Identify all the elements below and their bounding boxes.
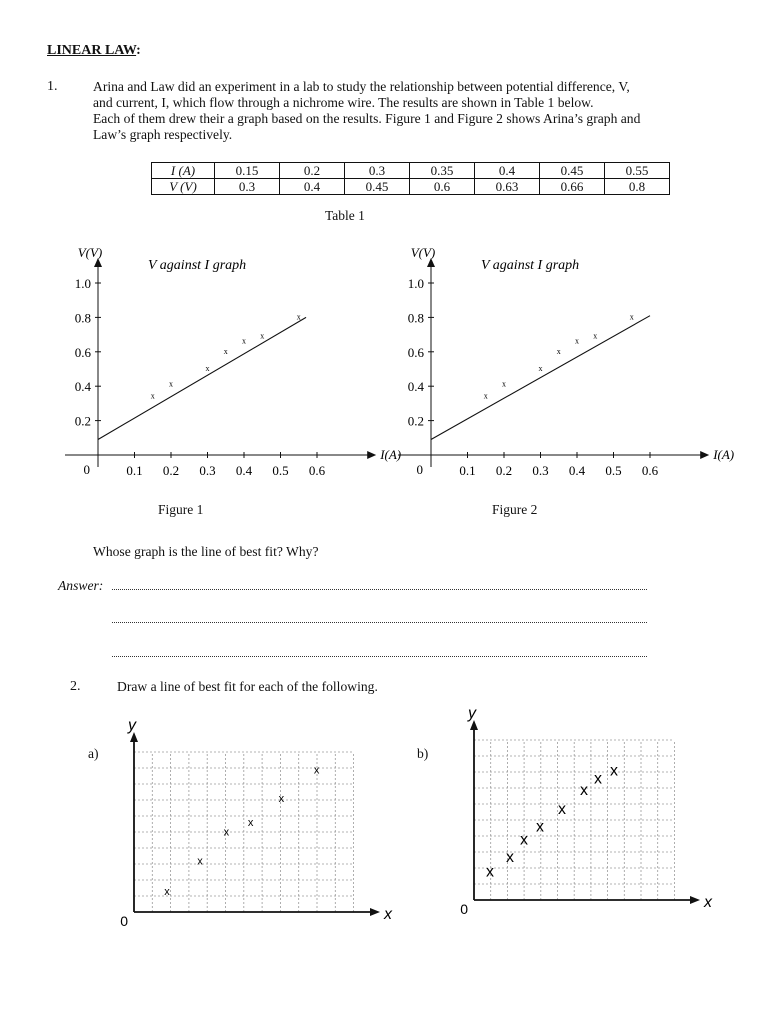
page-title: LINEAR LAW: — [47, 43, 141, 58]
y-tick-label: 0.4 — [407, 379, 424, 395]
x-tick-label: 0.1 — [126, 463, 143, 478]
x-tick-label: 0.6 — [308, 463, 326, 478]
best-fit-line — [98, 317, 306, 439]
table-row — [152, 179, 670, 195]
data-point: x — [486, 863, 494, 881]
question-2-number: 2. — [70, 679, 81, 694]
y-tick-label: 0.4 — [74, 379, 91, 395]
x-tick-label: 0.4 — [235, 463, 253, 478]
data-point: x — [223, 826, 230, 839]
data-point: x — [242, 336, 246, 346]
table-row — [152, 163, 670, 179]
table-caption: Table 1 — [325, 208, 365, 223]
y-tick-label: 0.8 — [74, 310, 91, 326]
x-tick-label: 0.5 — [605, 463, 622, 478]
table-cell: 0.4 — [475, 163, 540, 179]
question-1-line: and current, I, which flow through a nichrome wire. The results are shown in Table 1 below. — [93, 95, 594, 110]
origin-label: 0 — [460, 901, 468, 917]
row-header-voltage: V (V) — [152, 179, 215, 195]
table-cell: 0.4 — [280, 179, 345, 195]
answer-line[interactable] — [112, 589, 647, 590]
x-axis-arrow — [370, 908, 380, 916]
data-point: x — [580, 781, 588, 799]
table-cell: 0.45 — [345, 179, 410, 195]
question-1-prompt: Whose graph is the line of best fit? Why? — [93, 544, 319, 559]
origin-label: 0 — [120, 913, 128, 929]
table-cell: 0.15 — [215, 163, 280, 179]
answer-line[interactable] — [112, 622, 647, 623]
y-axis-label: V(V) — [410, 245, 436, 260]
data-point: x — [575, 336, 579, 346]
data-point: x — [150, 391, 155, 401]
table-cell: 0.2 — [280, 163, 345, 179]
y-axis-label: V(V) — [77, 245, 103, 260]
row-header-current: I (A) — [152, 163, 215, 179]
y-tick-label: 1.0 — [74, 276, 91, 291]
x-axis-arrow — [367, 451, 376, 459]
table-cell: 0.35 — [410, 163, 475, 179]
x-tick-label: 0.3 — [199, 463, 216, 478]
data-point: x — [610, 762, 618, 780]
question-1-number: 1. — [47, 79, 58, 94]
table-cell: 0.45 — [540, 163, 605, 179]
x-tick-label: 0.2 — [495, 463, 513, 478]
data-table — [151, 162, 670, 195]
table-cell: 0.8 — [605, 179, 670, 195]
data-point: x — [164, 885, 170, 898]
data-point: x — [313, 764, 320, 777]
data-point: x — [483, 391, 488, 401]
question-1-line: Arina and Law did an experiment in a lab to study the relationship between potential difference, V, — [93, 79, 630, 94]
figure-1-caption: Figure 1 — [158, 502, 204, 517]
y-tick-label: 0.2 — [74, 413, 91, 429]
x-tick-label: 0.2 — [162, 463, 180, 478]
data-point: x — [278, 793, 285, 806]
table-cell: 0.66 — [540, 179, 605, 195]
question-2-text: Draw a line of best fit for each of the following. — [117, 679, 378, 694]
x-axis-label: x — [704, 894, 712, 911]
question-1-text — [93, 79, 733, 143]
y-axis-label: y — [468, 705, 476, 722]
data-point: x — [594, 770, 602, 788]
table-cell: 0.6 — [410, 179, 475, 195]
data-point: x — [223, 346, 228, 356]
chart-title: V against I graph — [481, 258, 580, 273]
x-tick-label: 0.6 — [641, 463, 659, 478]
chart-title: V against I graph — [148, 258, 247, 273]
data-point: x — [169, 379, 173, 389]
part-a-label: a) — [88, 746, 99, 761]
figure-2-chart — [393, 240, 735, 490]
y-tick-label: 0.6 — [407, 344, 424, 360]
data-point: x — [558, 801, 566, 819]
data-point: x — [506, 849, 514, 867]
data-point: x — [247, 817, 254, 830]
x-axis-label: x — [384, 906, 392, 923]
x-tick-label: 0.5 — [272, 463, 289, 478]
data-point: x — [205, 364, 210, 373]
question-1-line: Each of them drew their a graph based on the results. Figure 1 and Figure 2 shows Arina’s graph and — [93, 111, 641, 126]
figure-2-caption: Figure 2 — [492, 502, 538, 517]
x-axis-label: I(A) — [713, 447, 735, 462]
y-tick-label: 0.8 — [407, 310, 424, 326]
table-cell: 0.55 — [605, 163, 670, 179]
x-tick-label: 0.1 — [459, 463, 476, 478]
data-point: x — [502, 379, 506, 389]
table-cell: 0.3 — [345, 163, 410, 179]
x-axis-label: I(A) — [380, 447, 402, 462]
y-tick-label: 1.0 — [407, 276, 424, 291]
origin-label: 0 — [83, 462, 90, 477]
figure-1-chart — [60, 240, 402, 490]
data-point: x — [593, 331, 598, 341]
y-tick-label: 0.6 — [74, 344, 91, 360]
x-tick-label: 0.4 — [568, 463, 586, 478]
table-cell: 0.3 — [215, 179, 280, 195]
data-point: x — [538, 364, 543, 373]
answer-line[interactable] — [112, 656, 647, 657]
x-axis-arrow — [690, 896, 700, 904]
best-fit-line — [431, 316, 650, 440]
data-point: x — [520, 831, 528, 849]
x-axis-arrow — [700, 451, 709, 459]
data-point: x — [536, 818, 544, 836]
x-tick-label: 0.3 — [532, 463, 549, 478]
data-point: x — [197, 855, 203, 868]
data-point: x — [296, 312, 301, 322]
table-cell: 0.63 — [475, 179, 540, 195]
answer-label: Answer: — [58, 578, 104, 593]
y-tick-label: 0.2 — [407, 413, 424, 429]
part-b-label: b) — [417, 746, 429, 761]
plot-b — [450, 705, 712, 930]
y-axis-label: y — [128, 717, 136, 734]
origin-label: 0 — [416, 462, 423, 477]
data-point: x — [556, 346, 561, 356]
data-point: x — [260, 331, 265, 341]
data-point: x — [629, 312, 634, 322]
question-1-line: Law’s graph respectively. — [93, 127, 233, 142]
plot-a — [110, 717, 392, 930]
